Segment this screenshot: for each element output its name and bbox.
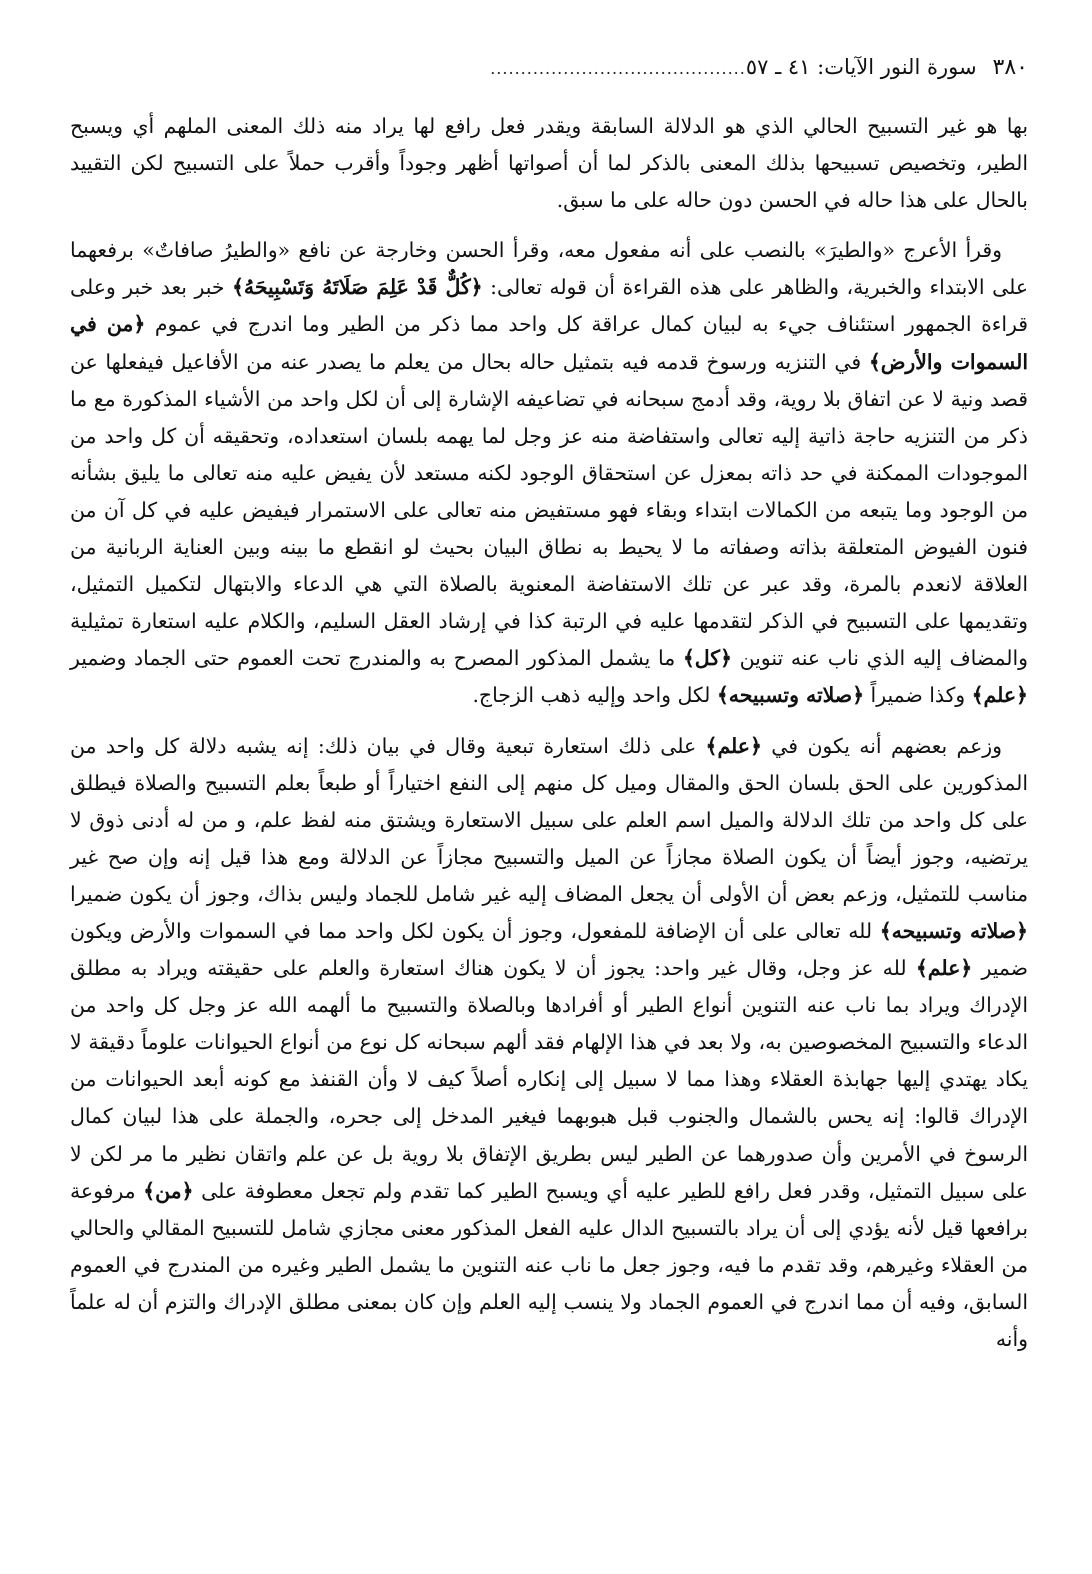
text-segment: مرفوعة برافعها قيل لأنه يؤدي إلى أن يراد بالتسبيح الدال عليه الفعل المذكور معنى مجازي شامل للتسبيح المقالي والحالي من العقلاء وغيرهم، وقد تقدم ما فيه، وجوز جعل ما ناب عنه التنوين ما يشمل الطير وغيره من المندرج في العموم السابق، وفيه أن مما اندرج في العموم الجماد ولا ينسب إليه العلم وإن كان بمعنى مطلق الإدراك والتزم أن له علماً وأنه: [70, 1178, 1028, 1351]
text-segment: بها هو غير التسبيح الحالي الذي هو الدلالة السابقة ويقدر فعل رافع لها يراد منه ذلك المعنى الملهم أي ويسبح الطير، وتخصيص تسبيحها بذلك المعنى بالذكر لما أن أصواتها أظهر وجوداً وأقرب حملاً على التسبيح لكن التقييد بالحال على هذا حاله في الحسن دون حاله على ما سبق.: [70, 114, 1028, 213]
running-header: [70, 50, 1028, 92]
text-segment: وقرأ الأعرج «والطيرَ» بالنصب على أنه مفعول معه، وقرأ الحسن وخارجة عن نافع «والطيرُ صافاتٌ» برفعهما على الابتداء والخبرية، والظاهر على هذه القراءة أن قوله تعالى:: [70, 238, 1028, 300]
book-page: [70, 50, 1028, 1534]
quran-quote: ﴿كل﴾: [682, 646, 732, 671]
quran-quote: ﴿صلاته وتسبيحه﴾: [716, 683, 865, 708]
text-segment: وزعم بعضهم أنه يكون في: [761, 733, 1002, 758]
paragraph: [70, 108, 1028, 219]
text-segment: وكذا ضميراً: [864, 683, 972, 708]
quran-quote: ﴿علم﴾: [971, 683, 1028, 708]
surah-title: سورة النور الآيات: ٤١ ـ ٥٧: [745, 55, 977, 79]
quran-quote: ﴿علم﴾: [915, 956, 973, 981]
paragraph: [70, 232, 1028, 714]
body-text: [70, 108, 1028, 1358]
text-segment: على ذلك استعارة تبعية وقال في بيان ذلك: إنه يشبه دلالة كل واحد من المذكورين على الحق بلسان الحق والمقال وميل كل منهم إلى النفع اختياراً أو طبعاً بعلم التسبيح والصلاة فيطلق على كل واحد من تلك الدلالة والميل اسم العلم على سبيل الاستعارة ويشتق منه لفظ علم، و من له أدنى ذوق لا يرتضيه، وجوز أيضاً أن يكون الصلاة مجازاً عن الميل والتسبيح مجازاً عن الدلالة ومع هذا قيل إنه وإن صح غير مناسب للتمثيل، وزعم بعض أن الأولى أن يجعل المضاف إليه غير شامل للجماد وليس بذاك، وجوز أن يكون ضميرا: [70, 733, 1028, 906]
paragraph: [70, 728, 1028, 1359]
text-segment: خبر بعد خبر وعلى قراءة الجمهور استئناف جيء به لبيان كمال عراقة كل واحد مما ذكر من الطير وما اندرج في عموم: [70, 275, 1029, 337]
text-segment: لله تعالى على أن الإضافة للمفعول، وجوز أن يكون لكل واحد مما في السموات والأرض ويكون ضمير: [70, 918, 1028, 981]
quran-quote: ﴿من في السموات والأرض﴾: [70, 312, 1028, 374]
header-leader-dots: ..........................................: [490, 59, 746, 78]
quran-quote: ﴿صلاته وتسبيحه﴾: [879, 918, 1028, 943]
quran-quote: ﴿من﴾: [143, 1178, 194, 1203]
text-segment: ما يشمل المذكور المصرح به والمندرج تحت العموم حتى الجماد وضمير: [70, 646, 683, 671]
text-segment: لله عز وجل، وقال غير واحد: يجوز أن لا يكون هناك استعارة والعلم على حقيقته ويراد به مطلق الإدراك ويراد بما ناب عنه التنوين أنواع الطير أو أفرادها وبالصلاة والتسبيح ما ألهمه الله عز وجل كل واحد من الدعاء والتسبيح المخصوصين به، ولا بعد في هذا الإلهام فقد ألهم سبحانه كل نوع من أنواع الحيوانات علوماً دقيقة لا يكاد يهتدي إليها جهابذة العقلاء وهذا مما لا سبيل إلى إنكاره أصلاً كيف لا وأن القنفذ مع كونه أبعد الحيوانات من الإدراك قالوا: إنه يحس بالشمال والجنوب قبل هبوبهما فيغير المدخل إلى جحره، والجملة على هذا لبيان كمال الرسوخ في الأمرين وأن صدورهما عن الطير ليس بطريق الإتفاق بلا روية بل عن علم واتقان نظير ما مر لكن لا على سبيل التمثيل، وقدر فعل رافع للطير عليه أي ويسبح الطير كما تقدم ولم تجعل معطوفة على: [70, 956, 1028, 1203]
text-segment: في التنزيه ورسوخ قدمه فيه بتمثيل حاله بحال من يعلم ما يصدر عنه من الأفاعيل فيفعلها عن قصد ونية لا عن اتفاق بلا روية، وقد أدمج سبحانه في تضاعيفه الإشارة إلى أن لكل واحد من الأشياء المذكورة مع ما ذكر من التنزيه حاجة ذاتية إليه تعالى واستفاضة منه عز وجل لما يهمه بلسان استعداده، وتحقيقه أن كل واحد من الموجودات الممكنة في حد ذاته بمعزل عن استحقاق الوجود لكنه مستعد لأن يفيض عليه منه تعالى ما يليق بشأنه من الوجود وما يتبعه من الكمالات ابتداء وبقاء فهو مستفيض منه تعالى على الاستمرار فيفيض عليه في كل آن من فنون الفيوض المتعلقة بذاته وصفاته ما لا يحيط به نطاق البيان بحيث لو انقطع ما بينه وبين العناية الربانية من العلاقة لانعدم بالمرة، وقد عبر عن تلك الاستفاضة المعنوية بالصلاة التي هي الدعاء والابتهال لتكميل التمثيل، وتقديمها على التسبيح في الذكر لتقدمها عليه في الرتبة كذا في إرشاد العقل السليم، والكلام عليه استعارة تمثيلية والمضاف إليه الذي ناب عنه تنوين: [70, 349, 1029, 671]
quran-quote: ﴿علم﴾: [705, 733, 762, 758]
quran-quote: ﴿كُلٌّ قَدْ عَلِمَ صَلَاتَهُ وَتَسْبِيحَهُ﴾: [231, 275, 483, 300]
text-segment: لكل واحد وإليه ذهب الزجاج.: [472, 683, 717, 708]
page-number: ٣٨٠: [992, 55, 1028, 80]
